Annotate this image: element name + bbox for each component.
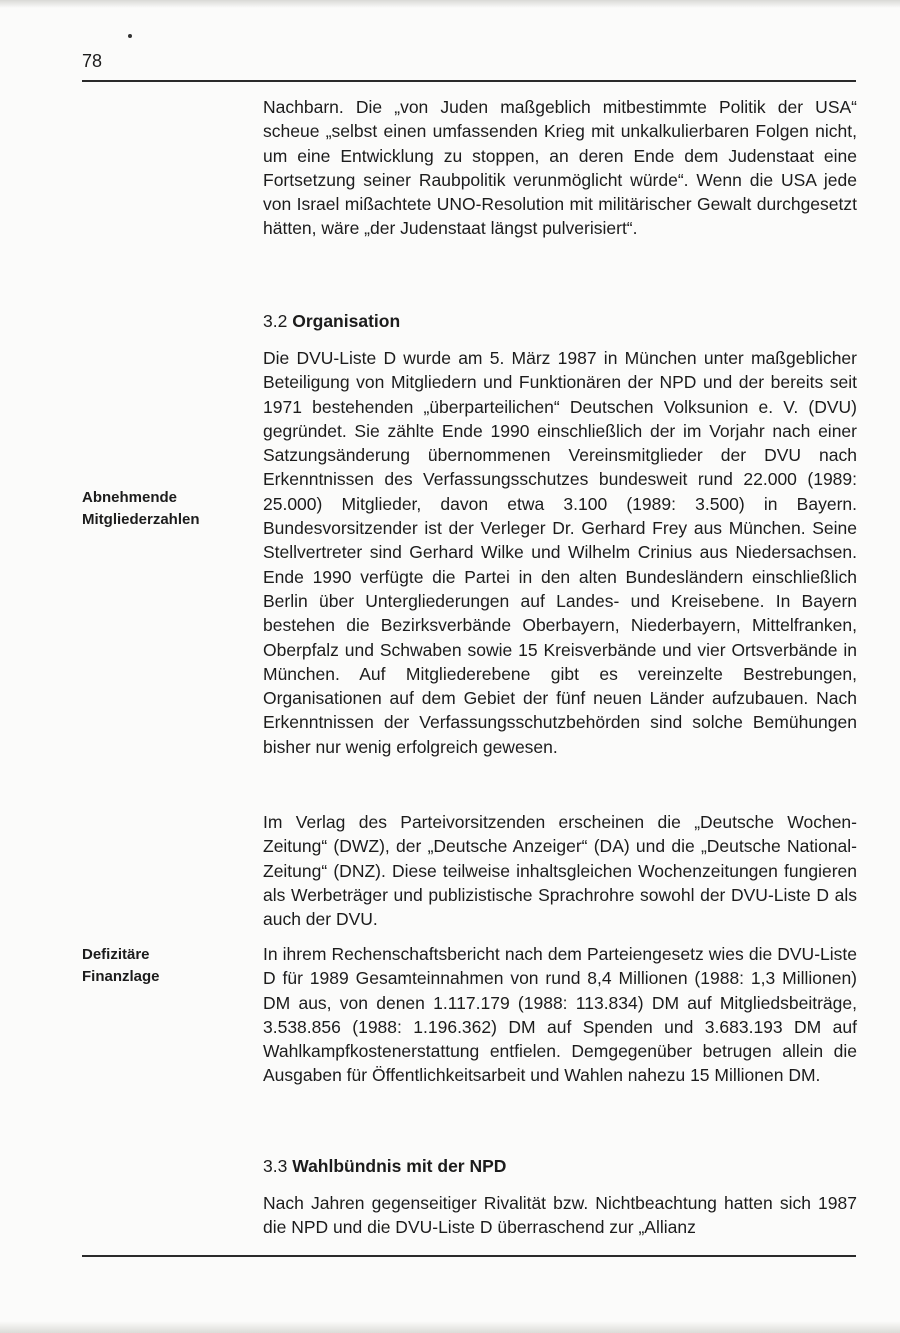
body-text: Nach Jahren gegenseitiger Rivalität bzw. Nichtbeachtung hatten sich 1987 die NPD und die DVU-Liste D überraschend zur „Allianz bbox=[263, 1193, 857, 1238]
section-number: 3.3 bbox=[263, 1156, 288, 1176]
paragraph-continuation bbox=[263, 95, 857, 241]
page-number: 78 bbox=[82, 51, 103, 71]
body-text: Nachbarn. Die „von Juden maßgeblich mitbestimmte Politik der USA“ scheue „selbst einen umfassenden Krieg mit unkalkulierbaren Folgen nicht, um eine Entwicklung zu stoppen, an deren Ende dem Judenstaat eine Fortsetzung seiner Raubpolitik verunmöglicht würde“. Wenn die USA jede von Israel mißachtete UNO-Resolution mit militärischer Gewalt durchgesetzt hätten, wäre „der Judenstaat längst pulverisiert“. bbox=[263, 97, 857, 239]
scan-edge-top bbox=[0, 0, 900, 8]
section-number: 3.2 bbox=[263, 311, 288, 331]
section-heading-wahlbuendnis bbox=[263, 1156, 506, 1177]
scan-speck bbox=[128, 34, 132, 38]
body-text: In ihrem Rechenschaftsbericht nach dem Parteiengesetz wies die DVU-Liste D für 1989 Gesamteinnahmen von rund 8,4 Millionen (1988: 1,3 Millionen) DM aus, von denen 1.117.179 (1988: 113.834) DM auf Mitgliedsbeiträge, 3.538.856 (1988: 1.196.362) DM auf Spenden und 3.683.193 DM auf Wahlkampfkostenerstattung entfielen. Demgegenüber betrugen allein die Ausgaben für Öffentlichkeitsarbeit und Wahlen nahezu 15 Millionen DM. bbox=[263, 944, 857, 1086]
section-title: Organisation bbox=[292, 311, 401, 331]
header-rule bbox=[82, 80, 856, 82]
margin-note-line: Finanzlage bbox=[82, 968, 160, 985]
margin-note-line: Defizitäre bbox=[82, 946, 150, 963]
margin-note-line: Mitgliederzahlen bbox=[82, 511, 200, 528]
body-text: Die DVU-Liste D wurde am 5. März 1987 in München unter maßgeblicher Beteiligung von Mitgliedern und Funktionären der NPD und der bereits seit 1971 bestehenden „überparteilichen“ Deutschen Volksunion e. V. (DVU) gegründet. Sie zählte Ende 1990 einschließlich der im Vorjahr nach einer Satzungsänderung übernommenen Vereinsmitglieder der DVU nach Erkenntnissen des Verfassungsschutzes bundesweit rund 22.000 (1989: 25.000) Mitglieder, davon etwa 3.100 (1989: 3.500) in Bayern. Bundesvorsitzender ist der Verleger Dr. Gerhard Frey aus München. Seine Stellvertreter sind Gerhard Wilke und Wilhelm Crinius aus Niedersachsen. Ende 1990 verfügte die Partei in den alten Bundesländern einschließlich Berlin über Untergliederungen auf Landes- und Kreisebene. In Bayern bestehen die Bezirksverbände Oberbayern, Niederbayern, Mittelfranken, Oberpfalz und Schwaben sowie 15 Kreisverbände und vier Ortsverbände in München. Auf Mitgliederebene gibt es vereinzelte Bestrebungen, Organisationen auf dem Gebiet der fünf neuen Länder aufzubauen. Nach Erkenntnissen der Verfassungsschutzbehörden sind solche Bemühungen bisher nur wenig erfolgreich gewesen. bbox=[263, 348, 857, 757]
margin-note-membership bbox=[82, 487, 252, 531]
margin-note-line: Abnehmende bbox=[82, 489, 178, 506]
paragraph-publications bbox=[263, 810, 857, 931]
paragraph-finances bbox=[263, 942, 857, 1088]
section-title: Wahlbündnis mit der NPD bbox=[292, 1156, 507, 1176]
paragraph-alliance bbox=[263, 1191, 857, 1240]
paragraph-organisation bbox=[263, 346, 857, 759]
footer-rule bbox=[82, 1255, 856, 1257]
margin-note-finances bbox=[82, 944, 252, 988]
body-text: Im Verlag des Parteivorsitzenden erscheinen die „Deutsche Wochen-Zeitung“ (DWZ), der „Deutsche Anzeiger“ (DA) und die „Deutsche National-Zeitung“ (DNZ). Diese teilweise inhaltsgleichen Wochenzeitungen fungieren als Werbeträger und publizistische Sprachrohre sowohl der DVU-Liste D als auch der DVU. bbox=[263, 812, 857, 930]
section-heading-organisation bbox=[263, 311, 400, 332]
scan-edge-bottom bbox=[0, 1321, 900, 1333]
